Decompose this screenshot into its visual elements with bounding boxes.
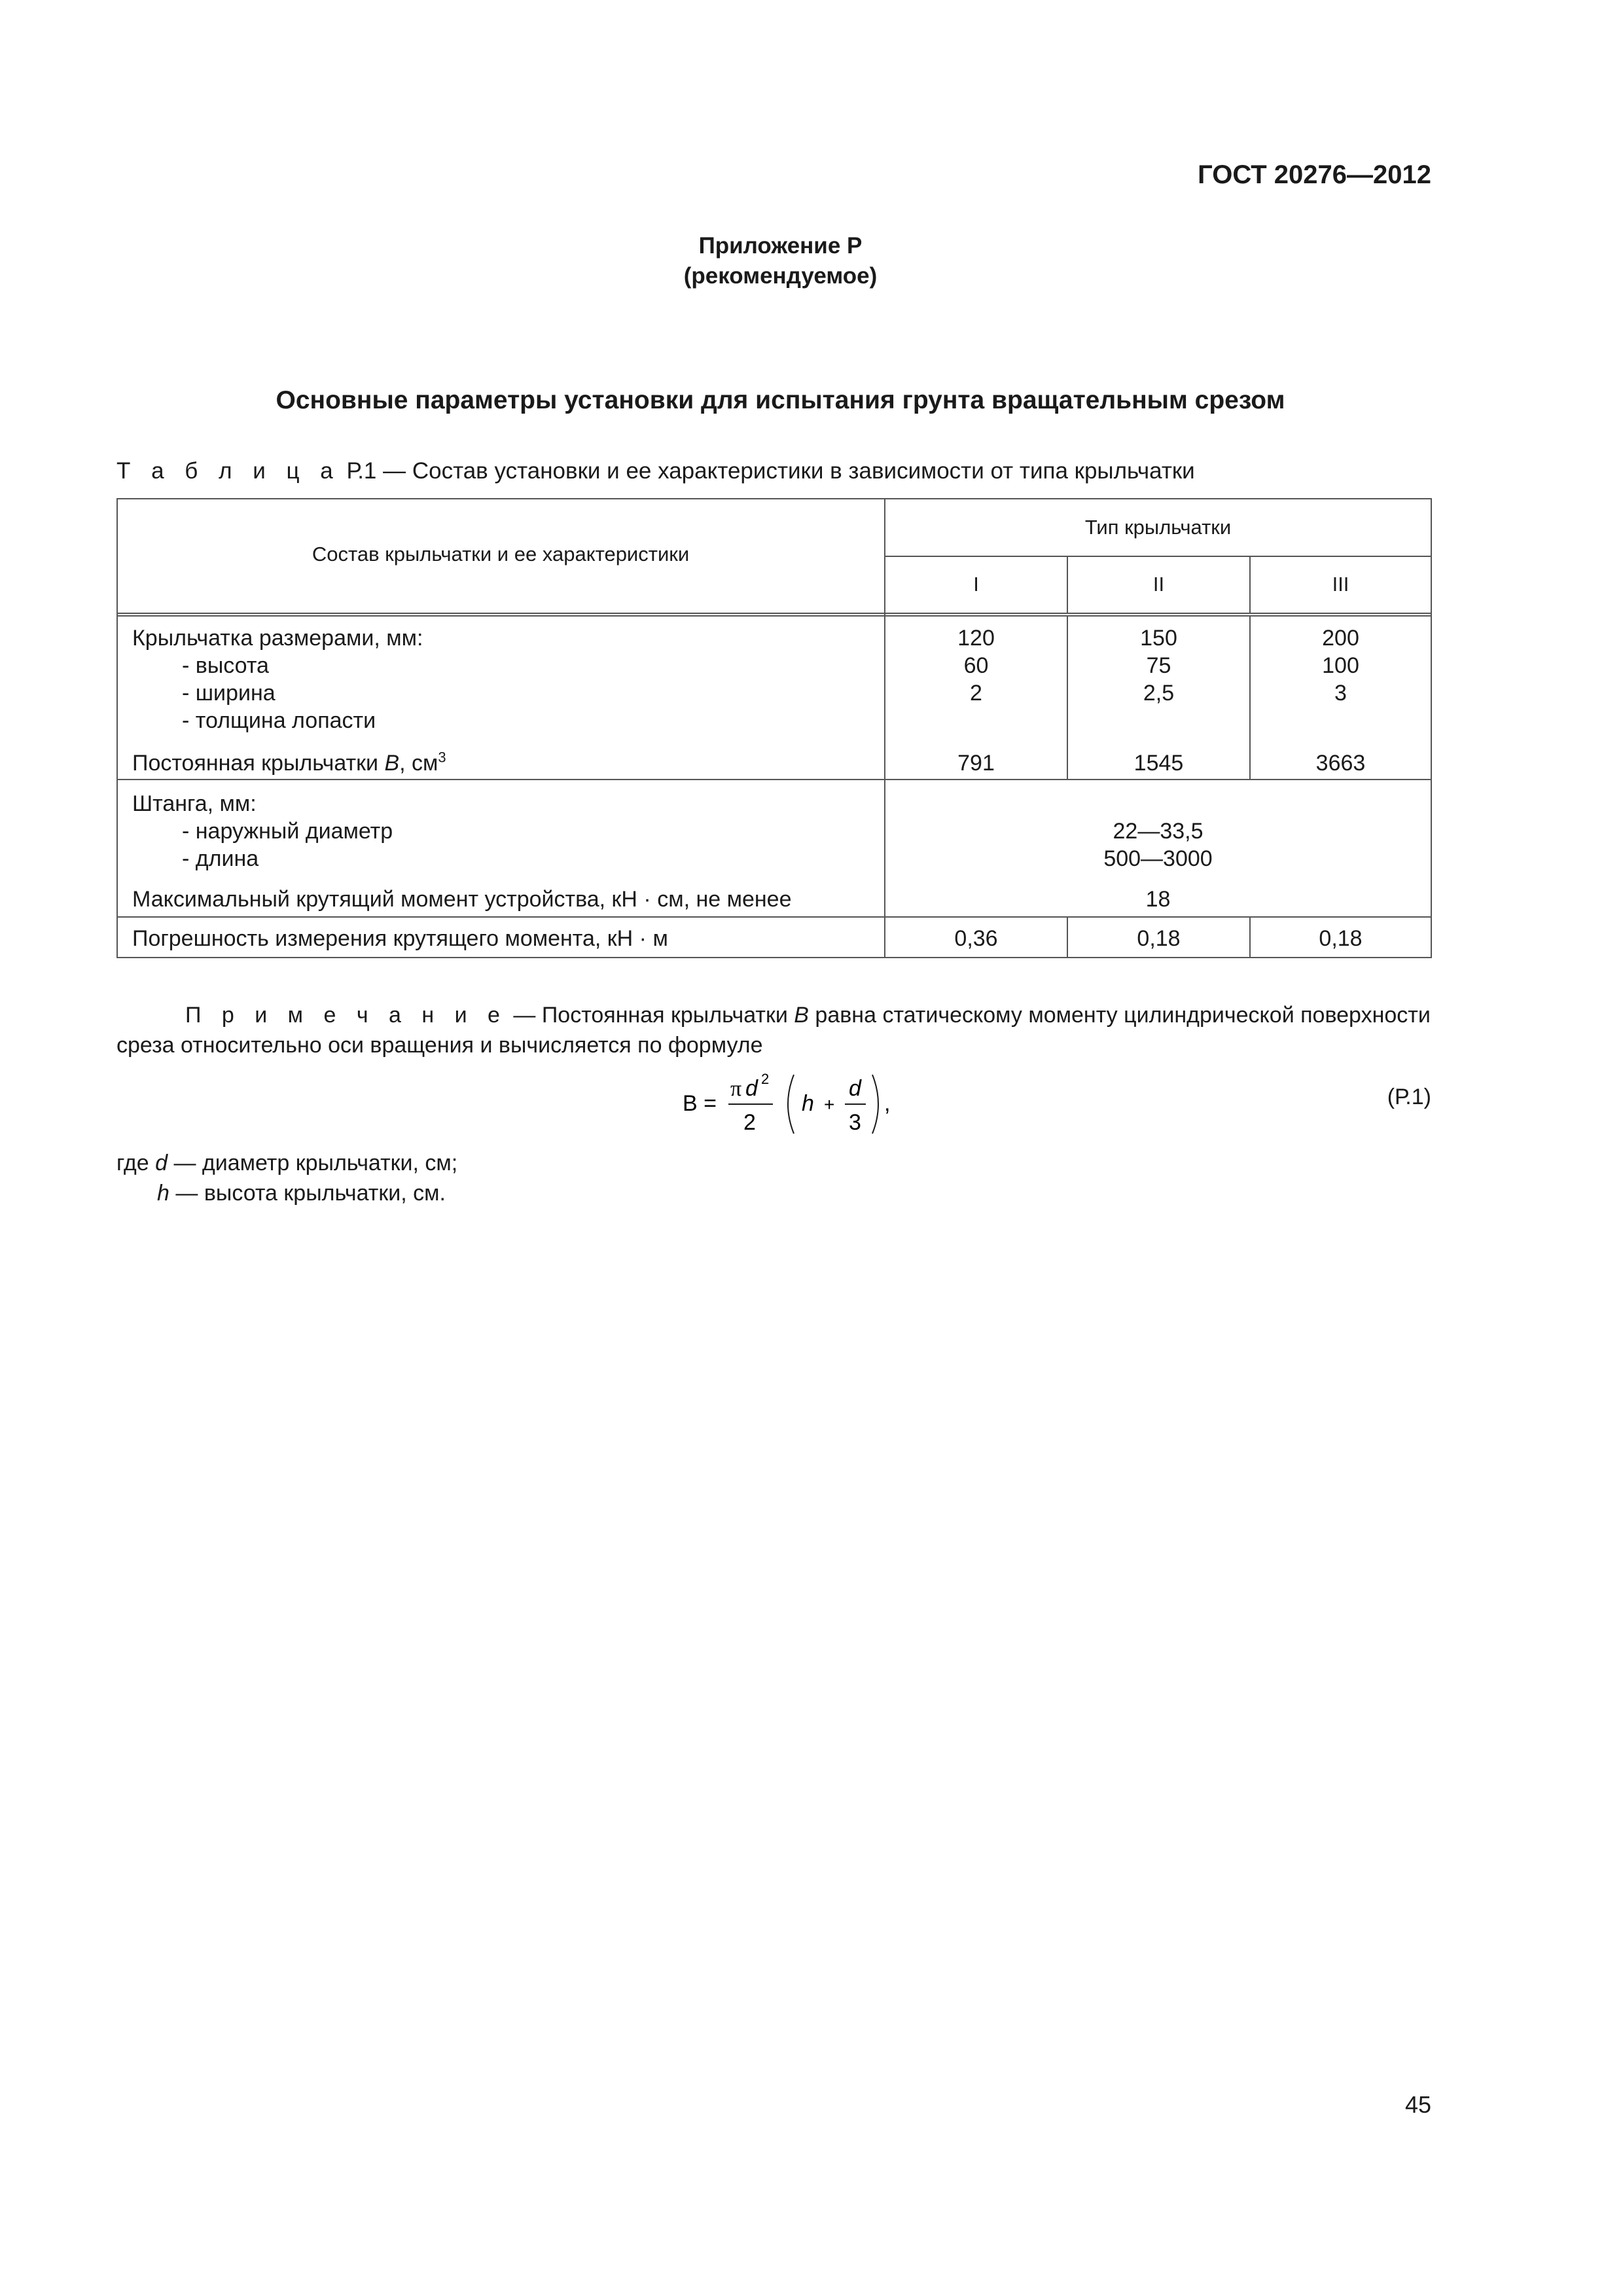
annex-status: (рекомендуемое) (683, 263, 878, 289)
table-caption (116, 458, 1195, 484)
where-line-h (157, 1181, 446, 1206)
cell-value: 100 (1322, 653, 1359, 678)
rod-length-value: 500—3000 (1103, 846, 1213, 871)
formula-pi: π (730, 1077, 742, 1101)
note-paragraph (116, 1000, 1432, 1060)
formula-den: 2 (743, 1110, 756, 1135)
left-paren (788, 1075, 794, 1134)
header-type-2: II (1152, 573, 1165, 596)
cell-value: 120 (957, 626, 995, 651)
where-var-h: h (157, 1181, 169, 1206)
cell-value: 75 (1146, 653, 1171, 678)
impeller-values-type-1 (885, 624, 1067, 707)
note-var-b: B (794, 1003, 809, 1028)
torque-label: Максимальный крутящий момент устройства, кН · см, не менее (132, 887, 792, 912)
cell-value: 2,5 (1143, 681, 1175, 706)
impeller-height-label: - высота (182, 653, 269, 678)
note-label: П р и м е ч а н и е (185, 1003, 507, 1028)
cell-value: 1545 (1133, 751, 1184, 776)
where-d-desc: — диаметр крыльчатки, см; (168, 1151, 458, 1175)
cell-value: 3 (1334, 681, 1347, 706)
impeller-values-type-3 (1250, 624, 1431, 707)
formula-d: d (745, 1076, 758, 1101)
formula-svg (676, 1067, 951, 1139)
impeller-thickness-label: - толщина лопасти (182, 708, 376, 733)
constant-label-sup: 3 (438, 749, 446, 766)
formula-h: h (802, 1091, 814, 1116)
cell-value: 0,36 (954, 926, 998, 951)
cell-value: 0,18 (1137, 926, 1181, 951)
impeller-values-type-2 (1067, 624, 1250, 707)
where-pre: где (116, 1151, 156, 1175)
cell-value: 3663 (1315, 751, 1366, 776)
row-rod-labels (132, 790, 393, 872)
where-h-desc: — высота крыльчатки, см. (169, 1181, 446, 1206)
where-var-d: d (155, 1151, 168, 1175)
header-type-3: III (1332, 573, 1349, 596)
document-title: Основные параметры установки для испытания грунта вращательным срезом (276, 386, 1285, 414)
constant-label-pre: Постоянная крыльчатки (132, 751, 385, 776)
header-composition: Состав крыльчатки и ее характеристики (312, 543, 690, 565)
rod-values (885, 817, 1431, 872)
standard-number: ГОСТ 20276—2012 (1198, 160, 1431, 189)
parameters-table (116, 498, 1432, 958)
annex-title: Приложение Р (698, 233, 863, 259)
impeller-width-label: - ширина (182, 681, 276, 706)
rod-diameter-value: 22—33,5 (1113, 819, 1204, 844)
row-impeller-labels (132, 624, 878, 734)
header-impeller-type: Тип крыльчатки (1084, 516, 1232, 539)
table-caption-text: Р.1 — Состав установки и ее характеристики в зависимости от типа крыльчатки (346, 458, 1195, 484)
cell-value: 150 (1140, 626, 1177, 651)
rod-diameter-label: - наружный диаметр (182, 819, 393, 844)
formula-exp: 2 (761, 1071, 770, 1087)
formula-lhs: B = (683, 1091, 717, 1116)
cell-value: 2 (970, 681, 982, 706)
cell-value: 200 (1322, 626, 1359, 651)
error-label: Погрешность измерения крутящего момента, кН · м (132, 926, 668, 951)
table-caption-label: Т а б л и ц а (116, 458, 340, 484)
cell-value: 791 (957, 751, 995, 776)
cell-value: 0,18 (1319, 926, 1363, 951)
note-text-1: — Постоянная крыльчатки (507, 1003, 794, 1028)
page-number: 45 (1404, 2091, 1431, 2118)
formula-d2: d (849, 1076, 861, 1101)
right-paren (872, 1075, 878, 1134)
formula-plus: + (824, 1094, 835, 1115)
formula-p1 (676, 1067, 951, 1139)
header-type-1: I (973, 573, 979, 596)
note-text (116, 1000, 1432, 1060)
formula-den3: 3 (849, 1110, 861, 1135)
cell-value: 60 (963, 653, 989, 678)
formula-number: (Р.1) (1387, 1085, 1431, 1109)
impeller-title: Крыльчатка размерами, мм: (132, 626, 423, 651)
constant-label-var: B (384, 751, 400, 776)
constant-label-post: , см (399, 751, 438, 776)
constant-label (132, 749, 446, 777)
formula-comma: , (884, 1091, 891, 1116)
torque-value: 18 (1145, 887, 1171, 912)
where-line-d (116, 1151, 457, 1176)
rod-length-label: - длина (182, 846, 259, 871)
note-text-2: равна статическому моменту цилиндрической поверхности среза относительно оси вращения и вычисляется по формуле (116, 1003, 1431, 1058)
rod-title: Штанга, мм: (132, 791, 257, 816)
